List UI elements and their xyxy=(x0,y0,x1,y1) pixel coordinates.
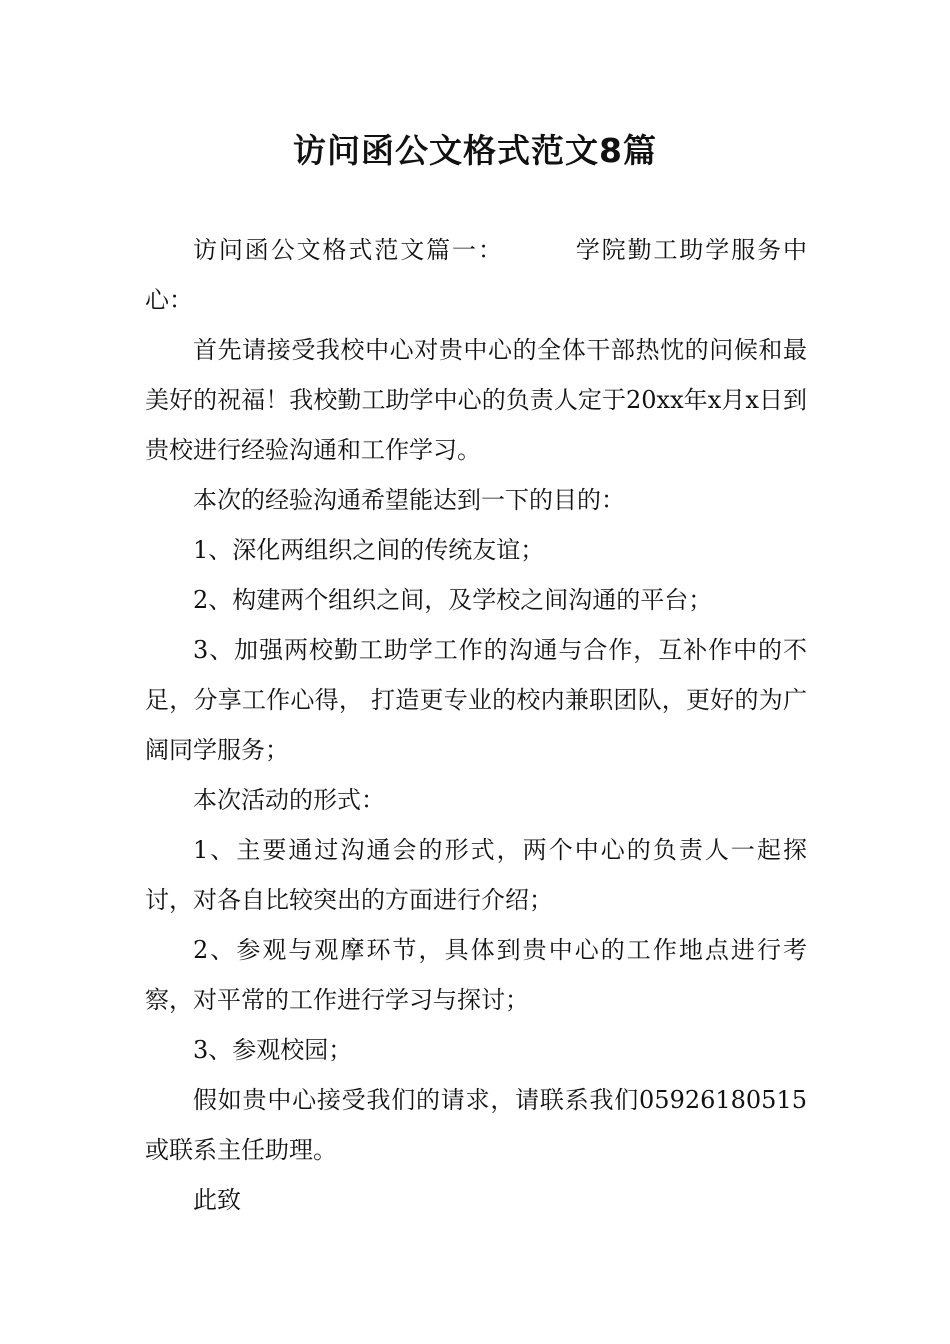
salutation-recipient: 学院勤工助学服务中心： xyxy=(145,236,808,314)
paragraph-format-2: 2、参观与观摩环节，具体到贵中心的工作地点进行考察，对平常的工作进行学习与探讨； xyxy=(145,936,807,1014)
salutation-heading: 访问函公文格式范文篇一： xyxy=(193,236,504,264)
paragraph-closing: 此致 xyxy=(193,1186,241,1214)
paragraph-purpose-3: 3、加强两校勤工助学工作的沟通与合作，互补作中的不足，分享工作心得， 打造更专业的校内兼职团队，更好的为广阔同学服务； xyxy=(145,636,807,764)
paragraph-greeting: 首先请接受我校中心对贵中心的全体干部热忱的问候和最美好的祝福！我校勤工助学中心的负责人定于20xx年x月x日到贵校进行经验沟通和工作学习。 xyxy=(145,336,807,464)
paragraph-format-intro: 本次活动的形式： xyxy=(193,786,385,814)
paragraph-contact: 假如贵中心接受我们的请求，请联系我们05926180515或联系主任助理。 xyxy=(145,1086,807,1164)
paragraph-purpose-1: 1、深化两组织之间的传统友谊； xyxy=(193,536,545,564)
document-body xyxy=(145,225,807,1225)
paragraph-salutation xyxy=(145,225,807,325)
paragraph-purpose-2: 2、构建两个组织之间，及学校之间沟通的平台； xyxy=(193,586,713,614)
paragraph-format-1: 1、主要通过沟通会的形式，两个中心的负责人一起探讨，对各自比较突出的方面进行介绍； xyxy=(145,836,807,914)
paragraph-purpose-intro: 本次的经验沟通希望能达到一下的目的： xyxy=(193,486,625,514)
document-title: 访问函公文格式范文8篇 xyxy=(293,131,657,170)
paragraph-format-3: 3、参观校园； xyxy=(193,1036,353,1064)
